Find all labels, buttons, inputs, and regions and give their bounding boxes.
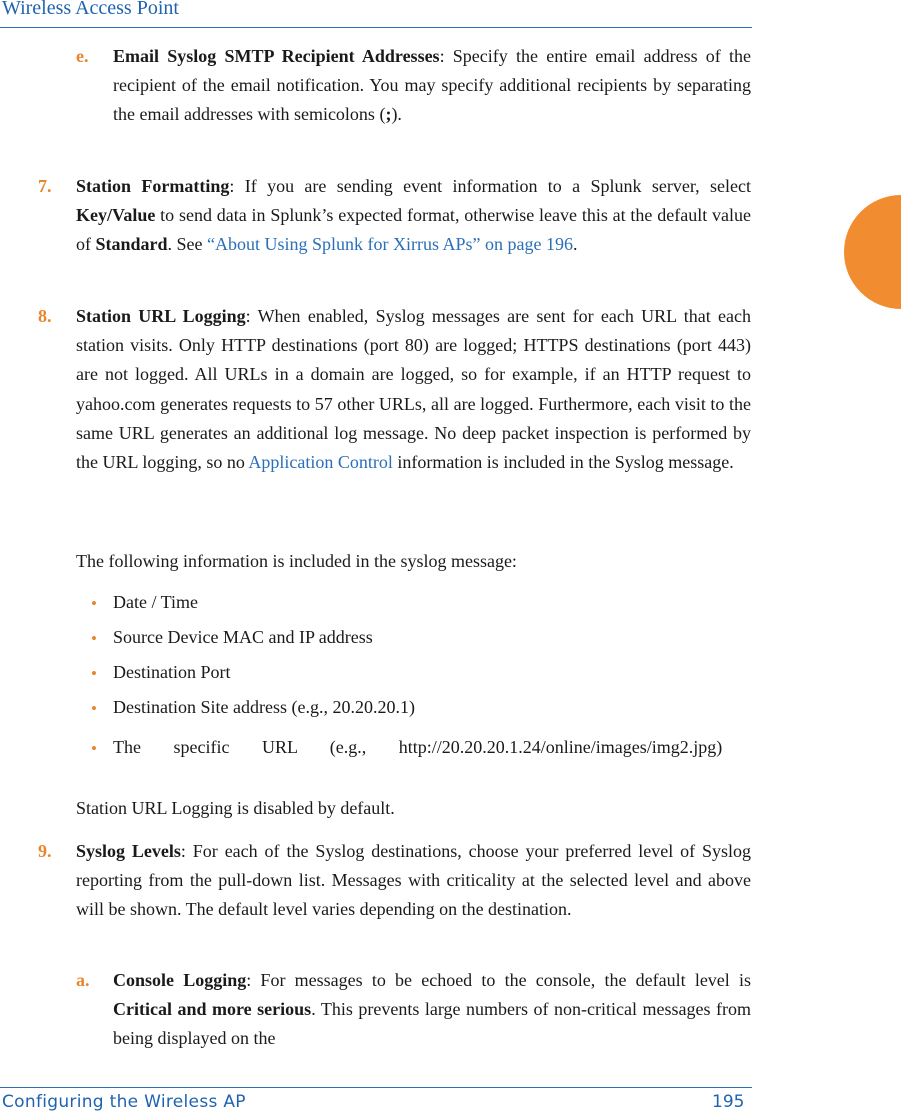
bullet-marker: • <box>91 594 97 613</box>
term-email-recipients: Email Syslog SMTP Recipient Addresses <box>113 46 440 66</box>
footer-section-title: Configuring the Wireless AP <box>2 1092 246 1112</box>
term-standard: Standard <box>95 234 168 255</box>
term-syslog-levels: Syslog Levels <box>76 841 181 861</box>
term-station-formatting: Station Formatting <box>76 176 230 196</box>
page-number: 195 <box>712 1092 745 1112</box>
syslog-info-intro: The following information is included in the syslog message: <box>76 551 517 571</box>
semicolon-symbol: ; <box>385 104 392 125</box>
paragraph-console-logging <box>113 966 751 1054</box>
running-header-title: Wireless Access Point <box>2 0 179 19</box>
text-email-recipients: : Specify the entire email address of the recipient of the email notification. You may specify additional recipients by separating the email addresses with semicolons ( <box>113 46 751 125</box>
text-station-formatting-3: . See <box>167 234 208 255</box>
header-divider <box>0 27 752 28</box>
bullet-marker: • <box>91 664 97 683</box>
list-item-destination-site: Destination Site address (e.g., 20.20.20.1) <box>113 697 415 717</box>
term-console-logging: Console Logging <box>113 970 247 990</box>
list-marker-9: 9. <box>38 841 52 861</box>
text-station-formatting-1: : If you are sending event information to a Splunk server, select <box>229 176 751 196</box>
bullet-marker: • <box>91 629 97 648</box>
bullet-marker: • <box>91 739 97 758</box>
list-item-destination-port: Destination Port <box>113 662 231 682</box>
link-application-control[interactable]: Application Control <box>248 452 393 473</box>
text-station-formatting-end: . <box>573 234 578 255</box>
list-marker-a: a. <box>76 970 90 990</box>
paragraph-station-url-logging <box>76 302 751 477</box>
link-about-splunk[interactable]: “About Using Splunk for Xirrus APs” on page 196 <box>207 234 574 255</box>
list-item-source-device: Source Device MAC and IP address <box>113 627 373 647</box>
list-marker-8: 8. <box>38 306 52 326</box>
list-item-date-time: Date / Time <box>113 592 199 612</box>
list-marker-e: e. <box>76 46 89 66</box>
term-critical-level: Critical and more serious <box>113 999 312 1020</box>
bullet-marker: • <box>91 699 97 718</box>
term-key-value: Key/Value <box>76 205 156 226</box>
text-console-logging-2: . This prevents large numbers of non-critical messages from being displayed on the <box>113 999 751 1049</box>
paragraph-syslog-levels <box>76 837 751 925</box>
term-station-url-logging: Station URL Logging <box>76 306 246 326</box>
text-station-formatting-2: to send data in Splunk’s expected format, otherwise leave this at the default value of <box>76 205 751 255</box>
text-syslog-levels: : For each of the Syslog destinations, choose your preferred level of Syslog reporting from the pull-down list. Messages with criticality at the selected level and above will be shown. The default level varies depending on the destination. <box>76 841 751 920</box>
url-logging-default-note: Station URL Logging is disabled by default. <box>76 798 395 818</box>
text-console-logging-1: : For messages to be echoed to the console, the default level is <box>246 970 752 990</box>
chapter-tab-marker <box>844 195 901 309</box>
list-item-specific-url: The specific URL (e.g., http://20.20.20.1.24/online/images/img2.jpg) <box>113 737 723 757</box>
text-email-end: ). <box>391 104 402 125</box>
paragraph-station-formatting <box>76 172 751 260</box>
text-url-logging-2: information is included in the Syslog message. <box>392 452 734 473</box>
footer-divider <box>0 1087 752 1088</box>
list-marker-7: 7. <box>38 176 52 196</box>
text-url-logging-1: : When enabled, Syslog messages are sent for each URL that each station visits. Only HTTP destinations (port 80) are logged; HTTPS destinations (port 443) are not logged. All URLs in a domain are logged, so for example, if an HTTP request to yahoo.com generates requests to 57 other URLs, all are logged. Furthermore, each visit to the same URL generates an additional log message. No deep packet inspection is performed by the URL logging, so no <box>76 306 752 473</box>
paragraph-email-recipients <box>113 42 751 130</box>
